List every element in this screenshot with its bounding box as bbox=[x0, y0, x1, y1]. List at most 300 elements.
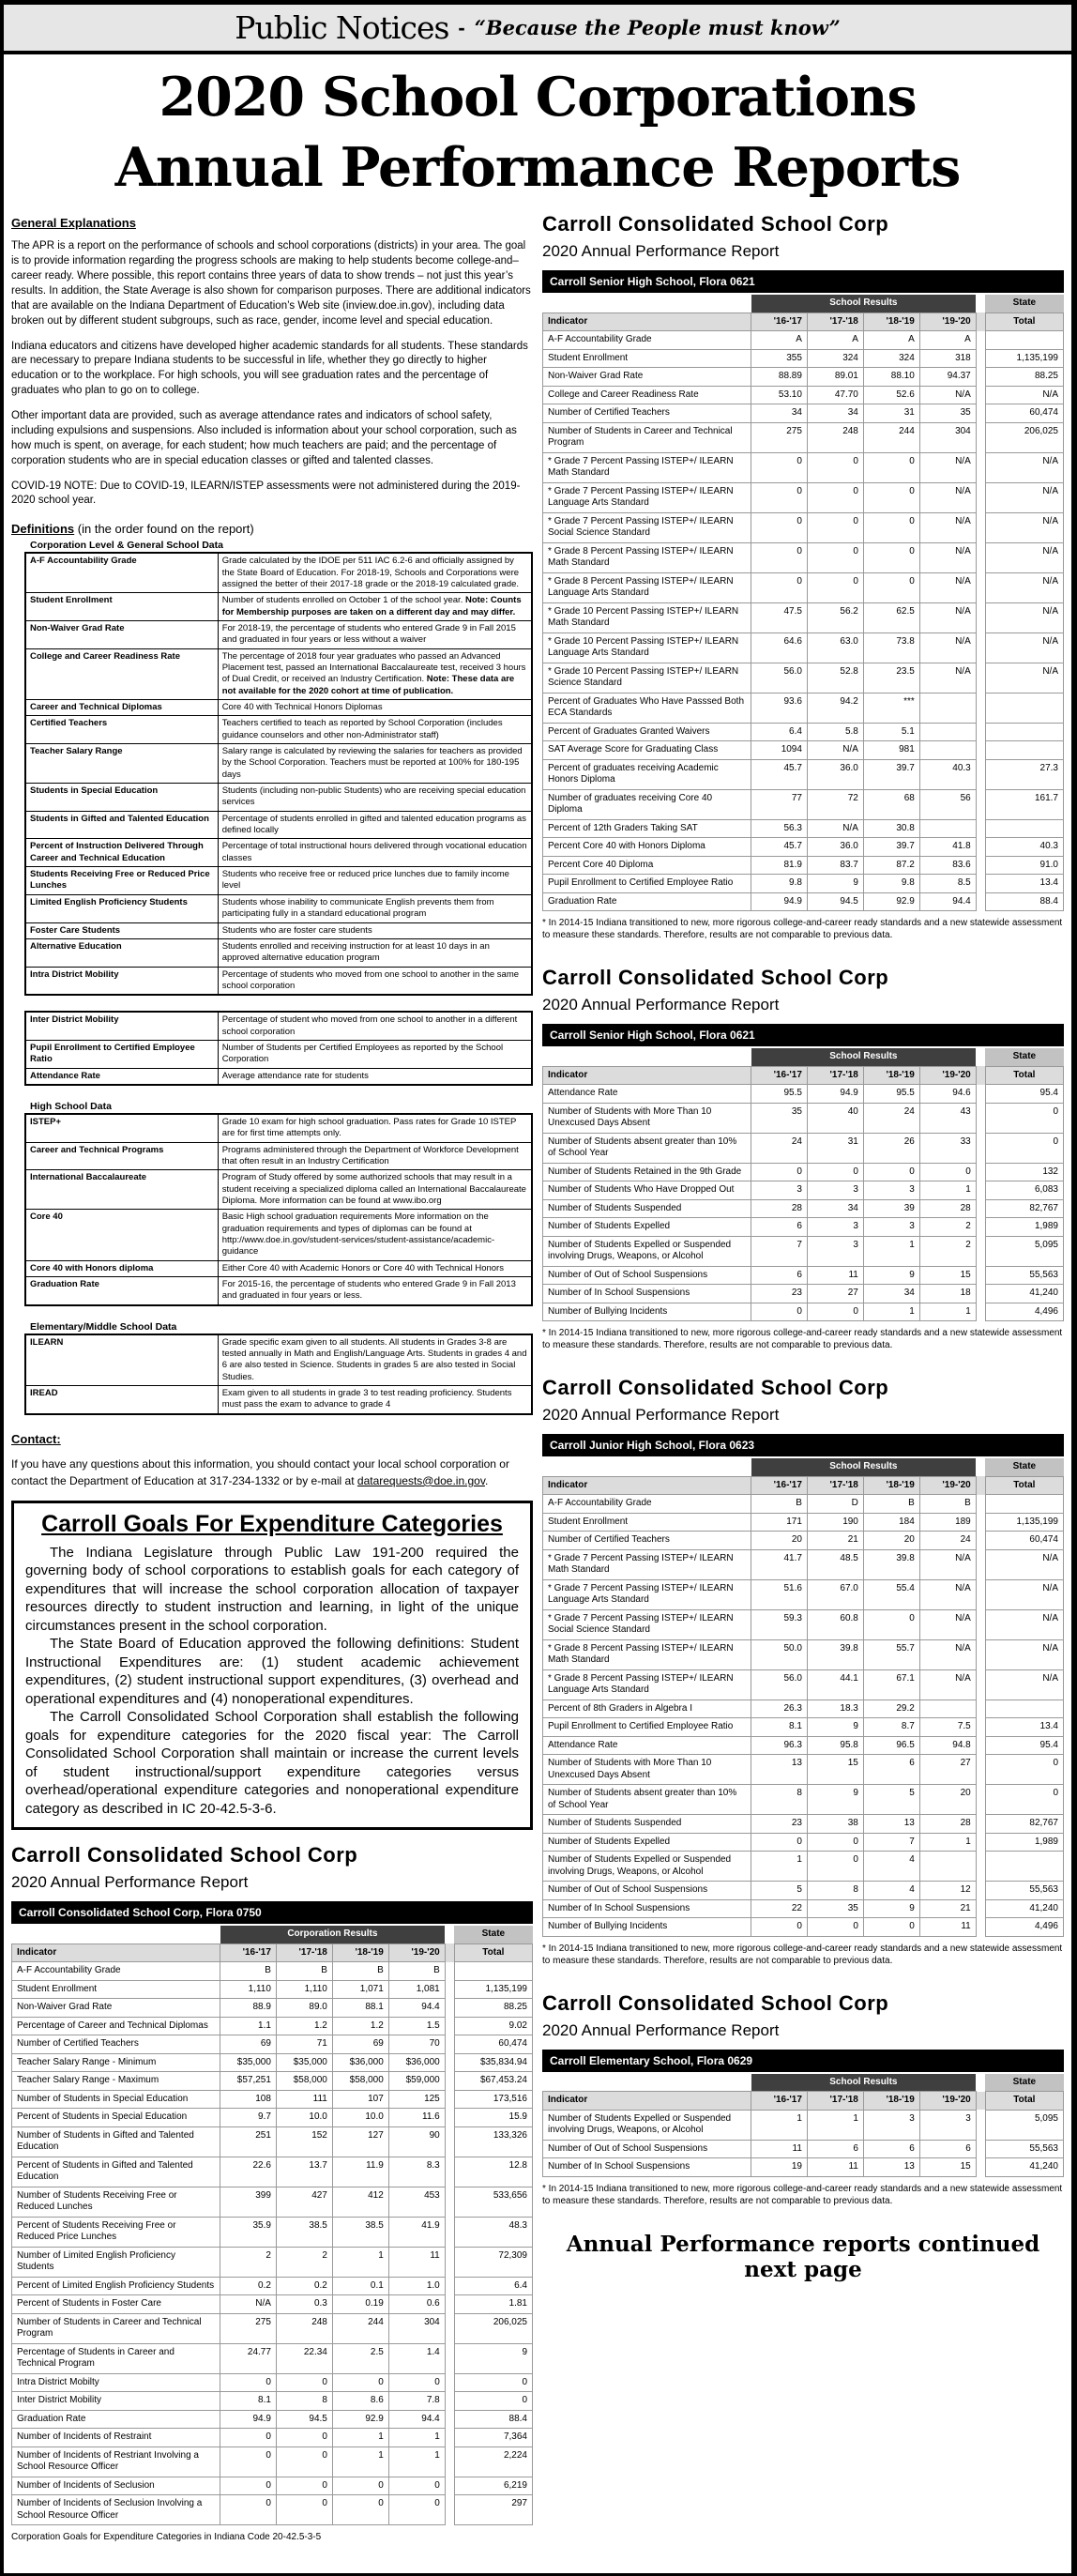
year-value: 355 bbox=[751, 349, 808, 368]
definition-term: Core 40 with Honors diploma bbox=[25, 1260, 218, 1276]
definition-body: Either Core 40 with Academic Honors or Core 40 with Technical Honors bbox=[221, 1262, 504, 1273]
year-value: 0 bbox=[276, 2373, 332, 2392]
indicator-row bbox=[543, 1103, 1064, 1133]
year-value: 3 bbox=[807, 1218, 863, 1237]
indicator-label: * Grade 7 Percent Passing ISTEP+/ ILEARN Social Science Standard bbox=[543, 512, 751, 542]
definition-body: Grade specific exam given to all students. All students in Grades 3-8 are tested annually in Math and English/Language Arts. Students in grades 4 and 6 are also tested in Science. Students in grades 5 are also tested in Social Studies. bbox=[221, 1336, 527, 1382]
indicator-row bbox=[12, 2247, 533, 2277]
year-value: 22.6 bbox=[220, 2157, 277, 2187]
year-value: 0 bbox=[807, 482, 863, 512]
year-value: 0 bbox=[807, 1833, 863, 1852]
definition-row bbox=[25, 1114, 532, 1142]
year-value: 0 bbox=[751, 1833, 808, 1852]
year-value: 0 bbox=[751, 572, 808, 602]
year-value: 1.2 bbox=[332, 2017, 388, 2035]
year-value: $35,000 bbox=[276, 2053, 332, 2072]
year-value: 22.34 bbox=[276, 2343, 332, 2373]
state-total-value: 133,326 bbox=[454, 2126, 532, 2157]
definition-text bbox=[218, 894, 532, 922]
state-total-value: N/A bbox=[985, 663, 1063, 693]
definitions-heading bbox=[11, 522, 533, 536]
indicator-label: Number of Students in Career and Technical Program bbox=[12, 2313, 220, 2343]
year-value: 55.4 bbox=[863, 1579, 919, 1609]
year-value: 1 bbox=[332, 2446, 388, 2477]
year-value: 94.4 bbox=[388, 2410, 445, 2429]
general-explanations-heading: General Explanations bbox=[11, 216, 136, 231]
indicator-row bbox=[12, 2343, 533, 2373]
report-footnote: * In 2014-15 Indiana transitioned to new, more rigorous college-and-career ready standards and a new statewide assessment to measure these standards. Therefore, results are not comparable to previous data. bbox=[542, 1328, 1063, 1351]
year-value: 35 bbox=[919, 404, 976, 423]
year-value: 40 bbox=[807, 1103, 863, 1133]
corporation-name: Carroll Consolidated School Corp bbox=[542, 212, 889, 236]
year-value: 73.8 bbox=[863, 633, 919, 663]
indicator-label: * Grade 7 Percent Passing ISTEP+/ ILEARN Math Standard bbox=[543, 452, 751, 482]
year-value: 56.0 bbox=[751, 663, 808, 693]
year-value: 0 bbox=[863, 452, 919, 482]
indicator-label: Non-Waiver Grad Rate bbox=[543, 368, 751, 387]
definition-row bbox=[25, 1260, 532, 1276]
school-name-bar: Carroll Consolidated School Corp, Flora 0750 bbox=[11, 1901, 533, 1924]
state-total-value: $67,453.24 bbox=[454, 2072, 532, 2091]
state-total-value: 55,563 bbox=[985, 2140, 1063, 2158]
indicator-row bbox=[543, 1532, 1064, 1550]
year-value: 0 bbox=[863, 512, 919, 542]
year-value: 21 bbox=[807, 1532, 863, 1550]
column-gap bbox=[445, 2477, 454, 2495]
results-header: Corporation Results bbox=[220, 1926, 446, 1943]
year-value: D bbox=[807, 1495, 863, 1514]
indicator-row bbox=[12, 1962, 533, 1981]
state-total-value bbox=[985, 331, 1063, 350]
year-value: 52.8 bbox=[807, 663, 863, 693]
year-value: B bbox=[863, 1495, 919, 1514]
definition-body: Percentage of students who moved from one school to another in the same school corporation bbox=[221, 968, 520, 991]
year-value: 0 bbox=[807, 452, 863, 482]
indicator-label: A-F Accountability Grade bbox=[543, 1495, 751, 1514]
definition-text bbox=[218, 1068, 532, 1085]
year-header: '18-'19 bbox=[863, 2092, 919, 2111]
year-value: 88.89 bbox=[751, 368, 808, 387]
year-value: 13 bbox=[863, 1815, 919, 1834]
year-value: 0 bbox=[807, 512, 863, 542]
year-value: 39.8 bbox=[863, 1549, 919, 1579]
state-total-value: 40.3 bbox=[985, 838, 1063, 857]
general-paragraph: Other important data are provided, such as average attendance rates and indicators of school safety, including expulsions and suspensions. Also included is information about your school corporation, such as how much is spent, on average, for each student; how much teachers are paid; and the percentage of corporation students who are in special education classes or gifted and talented classes. bbox=[11, 410, 517, 466]
year-value: 10.0 bbox=[276, 2109, 332, 2127]
state-total-value: N/A bbox=[985, 572, 1063, 602]
year-value: 40.3 bbox=[919, 759, 976, 789]
indicator-label: * Grade 7 Percent Passing ISTEP+/ ILEARN Math Standard bbox=[543, 1549, 751, 1579]
year-value: 0 bbox=[276, 2495, 332, 2525]
year-value: 1 bbox=[332, 2247, 388, 2277]
year-value: 5.1 bbox=[863, 723, 919, 741]
state-total-value: 41,240 bbox=[985, 2158, 1063, 2177]
year-value: 3 bbox=[807, 1236, 863, 1266]
year-value: 94.5 bbox=[807, 892, 863, 911]
state-total-value: 60,474 bbox=[454, 2035, 532, 2054]
year-value: 94.9 bbox=[807, 1085, 863, 1104]
year-value: N/A bbox=[919, 572, 976, 602]
state-total-value: 1,135,199 bbox=[985, 1513, 1063, 1532]
state-total-value: N/A bbox=[985, 542, 1063, 572]
corporation-name: Carroll Consolidated School Corp bbox=[542, 1990, 889, 2015]
state-total-value: 2,224 bbox=[454, 2446, 532, 2477]
definition-term: ILEARN bbox=[25, 1334, 218, 1386]
indicator-label: Percent of 12th Graders Taking SAT bbox=[543, 819, 751, 838]
state-total-value bbox=[985, 1700, 1063, 1718]
indicator-row bbox=[543, 1918, 1064, 1937]
indicator-row bbox=[543, 602, 1064, 633]
goals-title: Carroll Goals For Expenditure Categories bbox=[41, 1510, 503, 1537]
year-value: 248 bbox=[276, 2313, 332, 2343]
year-value: 2.5 bbox=[332, 2343, 388, 2373]
definitions-group-title: Corporation Level & General School Data bbox=[30, 540, 223, 552]
column-gap bbox=[976, 723, 985, 741]
column-gap bbox=[976, 1303, 985, 1321]
year-value: 8.1 bbox=[220, 2392, 277, 2411]
year-value: 7.5 bbox=[919, 1718, 976, 1737]
indicator-label: Percent of Graduates Who Have Passsed Both ECA Standards bbox=[543, 693, 751, 723]
year-value: 94.8 bbox=[919, 1736, 976, 1755]
state-total-value: 132 bbox=[985, 1163, 1063, 1181]
year-value: 92.9 bbox=[863, 892, 919, 911]
year-header: '19-'20 bbox=[919, 2092, 976, 2111]
definition-row bbox=[25, 553, 532, 593]
definition-text bbox=[218, 839, 532, 867]
state-total-value: N/A bbox=[985, 386, 1063, 404]
year-value: 94.37 bbox=[919, 368, 976, 387]
year-value: B bbox=[388, 1962, 445, 1981]
corporation-name: Carroll Consolidated School Corp bbox=[542, 966, 889, 990]
definitions-table bbox=[24, 1113, 533, 1306]
general-explanations-body bbox=[11, 239, 533, 509]
definition-term: Inter District Mobility bbox=[25, 1012, 218, 1040]
indicator-row bbox=[12, 2392, 533, 2411]
year-value: 1 bbox=[388, 2429, 445, 2447]
indicator-label: Percent of Students in Gifted and Talented Education bbox=[12, 2157, 220, 2187]
year-value: 67.0 bbox=[807, 1579, 863, 1609]
column-gap bbox=[976, 572, 985, 602]
indicator-row bbox=[12, 2373, 533, 2392]
state-total-value: N/A bbox=[985, 602, 1063, 633]
indicator-row bbox=[543, 759, 1064, 789]
column-gap bbox=[976, 663, 985, 693]
header-blank-cell bbox=[543, 2074, 751, 2092]
year-value: 0 bbox=[807, 1852, 863, 1882]
indicator-label: Percentage of Students in Career and Technical Program bbox=[12, 2343, 220, 2373]
year-value: 94.4 bbox=[919, 892, 976, 911]
contact-email-link[interactable]: datarequests@doe.in.gov bbox=[356, 1473, 485, 1487]
year-value: 11 bbox=[751, 2140, 808, 2158]
state-total-value: 95.4 bbox=[985, 1736, 1063, 1755]
total-header: Total bbox=[985, 1476, 1063, 1495]
year-value bbox=[919, 723, 976, 741]
school-name-bar: Carroll Senior High School, Flora 0621 bbox=[542, 1024, 1064, 1046]
column-gap bbox=[976, 1736, 985, 1755]
indicator-row bbox=[543, 838, 1064, 857]
column-gap bbox=[976, 1718, 985, 1737]
indicator-label: Number of Students in Special Education bbox=[12, 2090, 220, 2109]
column-gap bbox=[445, 2373, 454, 2392]
year-value: *** bbox=[863, 693, 919, 723]
column-gap bbox=[445, 1943, 454, 1962]
year-value: 0 bbox=[332, 2495, 388, 2525]
year-value: 3 bbox=[863, 1218, 919, 1237]
definition-term: College and Career Readiness Rate bbox=[25, 648, 218, 699]
indicator-label: Non-Waiver Grad Rate bbox=[12, 1999, 220, 2018]
column-gap bbox=[976, 1609, 985, 1639]
indicator-label: * Grade 10 Percent Passing ISTEP+/ ILEARN Math Standard bbox=[543, 602, 751, 633]
goals-paragraph: The Carroll Consolidated School Corporation shall establish the following goals for expenditure categories for the 2020 fiscal year: The Carroll Consolidated School Corporation shall maintain or increase the current levels of student instructional/support expenditure categories versus overhead/operational expenditure categories and nonoperational expenditure category as described in IC 20-42.5-3-6. bbox=[25, 1709, 519, 1817]
definition-text bbox=[218, 1114, 532, 1142]
report-subtitle: 2020 Annual Performance Report bbox=[542, 242, 780, 261]
year-value: 0.2 bbox=[220, 2277, 277, 2295]
indicator-row bbox=[543, 1199, 1064, 1218]
year-value: 11 bbox=[919, 1918, 976, 1937]
year-value: $36,000 bbox=[332, 2053, 388, 2072]
year-value: 38 bbox=[807, 1815, 863, 1834]
state-total-value: 6.4 bbox=[454, 2277, 532, 2295]
performance-report bbox=[542, 966, 1064, 1351]
year-value: 90 bbox=[388, 2126, 445, 2157]
year-header: '16-'17 bbox=[751, 312, 808, 331]
column-gap bbox=[976, 1285, 985, 1303]
definition-text bbox=[218, 1040, 532, 1068]
state-total-value: $35,834.94 bbox=[454, 2053, 532, 2072]
indicator-row bbox=[543, 633, 1064, 663]
definition-row bbox=[25, 938, 532, 967]
column-gap bbox=[445, 2053, 454, 2072]
year-value: 5 bbox=[863, 1785, 919, 1815]
state-total-value: 88.25 bbox=[985, 368, 1063, 387]
definitions-table bbox=[24, 552, 533, 996]
indicator-row bbox=[543, 1833, 1064, 1852]
year-value: 0 bbox=[807, 1918, 863, 1937]
results-table bbox=[542, 1458, 1064, 1937]
state-total-value: 533,656 bbox=[454, 2187, 532, 2217]
state-total-value: 55,563 bbox=[985, 1266, 1063, 1285]
definitions-heading-label: Definitions bbox=[11, 522, 75, 537]
results-header: School Results bbox=[751, 2074, 977, 2092]
year-value: 11 bbox=[807, 1266, 863, 1285]
column-gap bbox=[445, 2495, 454, 2525]
year-value: 23.5 bbox=[863, 663, 919, 693]
column-gap bbox=[445, 1980, 454, 1999]
definitions-group-title: Elementary/Middle School Data bbox=[30, 1320, 177, 1333]
year-value: 47.5 bbox=[751, 602, 808, 633]
column-header-row bbox=[12, 1943, 533, 1962]
indicator-header: Indicator bbox=[543, 2092, 751, 2111]
year-value: 0 bbox=[863, 542, 919, 572]
column-gap bbox=[976, 1495, 985, 1514]
indicator-row bbox=[543, 1266, 1064, 1285]
year-value: 83.6 bbox=[919, 856, 976, 875]
definition-row bbox=[25, 716, 532, 744]
state-total-value: 4,496 bbox=[985, 1303, 1063, 1321]
results-table bbox=[542, 1048, 1064, 1321]
state-total-value: N/A bbox=[985, 1639, 1063, 1669]
indicator-header: Indicator bbox=[543, 312, 751, 331]
header-blank-cell bbox=[12, 1926, 220, 1943]
definition-text bbox=[218, 784, 532, 812]
indicator-row bbox=[12, 2187, 533, 2217]
state-total-value: 0 bbox=[985, 1785, 1063, 1815]
state-total-value: 1,989 bbox=[985, 1218, 1063, 1237]
year-value: $36,000 bbox=[388, 2053, 445, 2072]
year-value: 22 bbox=[751, 1899, 808, 1918]
year-value: N/A bbox=[807, 819, 863, 838]
year-value: 0.2 bbox=[276, 2277, 332, 2295]
year-value: 1,110 bbox=[220, 1980, 277, 1999]
year-value: 0 bbox=[807, 572, 863, 602]
year-value: 127 bbox=[332, 2126, 388, 2157]
year-value: 36.0 bbox=[807, 838, 863, 857]
indicator-row bbox=[543, 572, 1064, 602]
year-value: 4 bbox=[863, 1852, 919, 1882]
year-value: 9 bbox=[807, 875, 863, 893]
state-total-value: 1,135,199 bbox=[454, 1980, 532, 1999]
year-value: 28 bbox=[919, 1199, 976, 1218]
definition-row bbox=[25, 700, 532, 716]
year-value: 24.77 bbox=[220, 2343, 277, 2373]
year-value: 56.2 bbox=[807, 602, 863, 633]
year-value bbox=[919, 1852, 976, 1882]
definition-note: Note: These data are not available for the 2020 cohort at time of publication. bbox=[221, 674, 515, 696]
year-value: 1 bbox=[332, 2429, 388, 2447]
indicator-label: * Grade 8 Percent Passing ISTEP+/ ILEARN Math Standard bbox=[543, 1639, 751, 1669]
corporation-report-slot bbox=[11, 1843, 533, 2543]
definition-body: Grade calculated by the IDOE per 511 IAC 6.2-6 and officially assigned by the State Board of Education. For 2018-19, Schools and Corporations were assigned the better of their 2017-18 grade or the 2018-19 calculated grade. bbox=[221, 556, 520, 589]
column-gap bbox=[976, 1918, 985, 1937]
column-gap bbox=[976, 2140, 985, 2158]
column-gap bbox=[976, 349, 985, 368]
indicator-label: Number of Certified Teachers bbox=[543, 404, 751, 423]
indicator-label: * Grade 8 Percent Passing ISTEP+/ ILEARN Language Arts Standard bbox=[543, 1669, 751, 1700]
indicator-label: Number of In School Suspensions bbox=[543, 1285, 751, 1303]
year-value: 26 bbox=[863, 1133, 919, 1163]
year-value: 0.19 bbox=[332, 2295, 388, 2314]
column-gap bbox=[976, 1755, 985, 1785]
column-gap bbox=[976, 1882, 985, 1900]
year-value: 0 bbox=[919, 1163, 976, 1181]
year-value: $35,000 bbox=[220, 2053, 277, 2072]
definition-term: Career and Technical Programs bbox=[25, 1142, 218, 1170]
year-value: 0 bbox=[388, 2373, 445, 2392]
definitions-table bbox=[24, 1334, 533, 1415]
year-value: 52.6 bbox=[863, 386, 919, 404]
year-value: 35.9 bbox=[220, 2217, 277, 2247]
state-total-value: 1.81 bbox=[454, 2295, 532, 2314]
state-total-value: N/A bbox=[985, 452, 1063, 482]
column-gap bbox=[976, 1476, 985, 1495]
year-value: 9.8 bbox=[751, 875, 808, 893]
definition-row bbox=[25, 1210, 532, 1260]
column-gap bbox=[976, 1066, 985, 1085]
state-total-value: 6,083 bbox=[985, 1181, 1063, 1200]
year-value: 0 bbox=[751, 1918, 808, 1937]
state-total-value: 0 bbox=[454, 2392, 532, 2411]
column-gap bbox=[976, 1181, 985, 1200]
school-name-bar: Carroll Senior High School, Flora 0621 bbox=[542, 270, 1064, 293]
definition-row bbox=[25, 784, 532, 812]
year-value: 59.3 bbox=[751, 1609, 808, 1639]
year-value: 43 bbox=[919, 1103, 976, 1133]
year-value: 1,071 bbox=[332, 1980, 388, 1999]
year-value: 453 bbox=[388, 2187, 445, 2217]
goals-body bbox=[25, 1544, 519, 1819]
year-value: 83.7 bbox=[807, 856, 863, 875]
year-value: 7.8 bbox=[388, 2392, 445, 2411]
column-gap bbox=[976, 819, 985, 838]
year-value: 324 bbox=[807, 349, 863, 368]
performance-report bbox=[542, 212, 1064, 941]
year-value: A bbox=[919, 331, 976, 350]
state-total-value: 13.4 bbox=[985, 875, 1063, 893]
definition-body: Program of Study offered by some authorized schools that may result in a student receiving a specialized diploma called an International Baccalaureate Diploma. More information can be found at www.ibo.org bbox=[221, 1172, 526, 1206]
indicator-row bbox=[543, 1133, 1064, 1163]
report-footnote: * In 2014-15 Indiana transitioned to new, more rigorous college-and-career ready standards and a new statewide assessment to measure these standards. Therefore, results are not comparable to previous data. bbox=[542, 1943, 1063, 1966]
indicator-row bbox=[543, 422, 1064, 452]
column-gap bbox=[976, 1639, 985, 1669]
year-value: 0.1 bbox=[332, 2277, 388, 2295]
year-value: 304 bbox=[388, 2313, 445, 2343]
state-total-value: 7,364 bbox=[454, 2429, 532, 2447]
year-value: 427 bbox=[276, 2187, 332, 2217]
indicator-label: Number of Students Expelled or Suspended involving Drugs, Weapons, or Alcohol bbox=[543, 1852, 751, 1882]
definition-term: Attendance Rate bbox=[25, 1068, 218, 1085]
year-value: 0 bbox=[863, 572, 919, 602]
year-value: 1094 bbox=[751, 741, 808, 760]
results-group-header-row bbox=[543, 295, 1064, 312]
definition-body: Number of students enrolled on October 1 of the school year. bbox=[221, 595, 465, 606]
indicator-label: Number of Out of School Suspensions bbox=[543, 2140, 751, 2158]
indicator-label: * Grade 7 Percent Passing ISTEP+/ ILEARN Social Science Standard bbox=[543, 1609, 751, 1639]
year-header: '17-'18 bbox=[807, 312, 863, 331]
indicator-row bbox=[543, 386, 1064, 404]
year-value: N/A bbox=[919, 1669, 976, 1700]
state-total-value: 91.0 bbox=[985, 856, 1063, 875]
definition-row bbox=[25, 1170, 532, 1210]
year-value: 1 bbox=[751, 2110, 808, 2140]
year-value: 69 bbox=[220, 2035, 277, 2054]
column-gap bbox=[445, 1999, 454, 2018]
school-name-bar: Carroll Junior High School, Flora 0623 bbox=[542, 1434, 1064, 1456]
column-gap bbox=[976, 1785, 985, 1815]
year-value: 6 bbox=[751, 1218, 808, 1237]
general-paragraph: Indiana educators and citizens have developed higher academic standards for all students. These standards are necessary to prepare Indiana students to be successful in life, whether they go directly to higher education or to the workplace. For high schools, you will see graduation rates and the percentage of graduates who plan to go on to college. bbox=[11, 340, 528, 397]
indicator-row bbox=[543, 892, 1064, 911]
year-value: B bbox=[751, 1495, 808, 1514]
column-gap bbox=[976, 1133, 985, 1163]
year-value: 18.3 bbox=[807, 1700, 863, 1718]
year-value: 11.6 bbox=[388, 2109, 445, 2127]
total-header: Total bbox=[985, 1066, 1063, 1085]
year-value: 125 bbox=[388, 2090, 445, 2109]
year-value: 1.0 bbox=[388, 2277, 445, 2295]
definition-text bbox=[218, 648, 532, 699]
indicator-row bbox=[543, 452, 1064, 482]
year-value: 77 bbox=[751, 789, 808, 819]
year-value: 0 bbox=[863, 1609, 919, 1639]
column-gap bbox=[976, 2092, 985, 2111]
column-gap bbox=[976, 331, 985, 350]
indicator-row bbox=[543, 1181, 1064, 1200]
state-total-value: 60,474 bbox=[985, 1532, 1063, 1550]
definition-row bbox=[25, 1386, 532, 1414]
definition-text bbox=[218, 1386, 532, 1414]
indicator-row bbox=[543, 789, 1064, 819]
state-total-value bbox=[985, 819, 1063, 838]
